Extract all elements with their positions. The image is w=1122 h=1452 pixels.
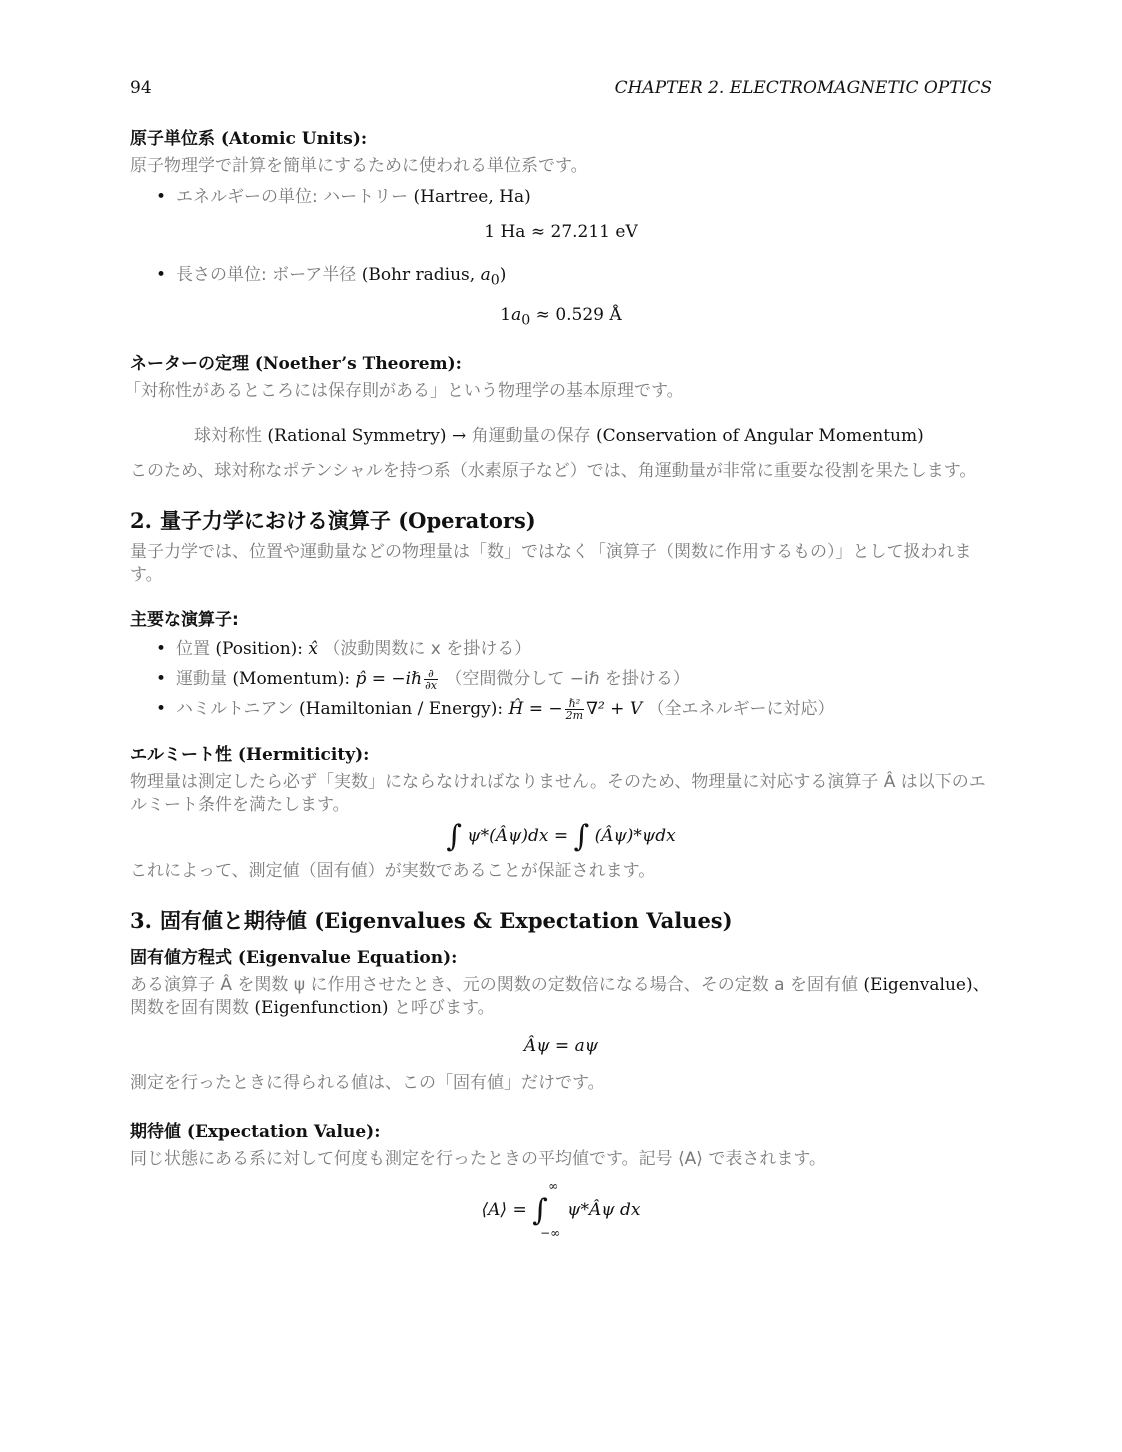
- integral-sign: ∫: [573, 818, 590, 854]
- noether-conclusion: このため、球対称なポテンシャルを持つ系（水素原子など）では、角運動量が非常に重要な役割を果たします。: [130, 460, 977, 481]
- hermiticity-conclusion: これによって、測定値（固有値）が実数であることが保証されます。: [130, 860, 656, 881]
- eigen-equation: Âψ = aψ: [523, 1035, 599, 1056]
- list-item: • エネルギーの単位: ハートリー (Hartree, Ha): [154, 184, 992, 210]
- expectation-text: 同じ状態にある系に対して何度も測定を行ったときの平均値です。記号 ⟨A⟩ で表されます。: [130, 1148, 826, 1169]
- hermiticity-heading: エルミート性 (Hermiticity):: [130, 744, 370, 765]
- chapter-title: CHAPTER 2. ELECTROMAGNETIC OPTICS: [614, 78, 992, 98]
- noether-statement: 球対称性 (Rational Symmetry) → 角運動量の保存 (Conservation of Angular Momentum): [194, 425, 924, 446]
- main-operators-heading: 主要な演算子:: [130, 609, 239, 630]
- hermiticity-text: 物理量は測定したら必ず「実数」にならなければなりません。そのため、物理量に対応する演算子 Â は以下のエルミート条件を満たします。: [130, 771, 986, 815]
- list-item: • 長さの単位: ボーア半径 (Bohr radius, $a_0$): [154, 262, 992, 293]
- page-header: [130, 78, 992, 104]
- integral-sign: ∫: [446, 818, 462, 854]
- list-item: • 位置 (Position): x̂ （波動関数に x を掛ける）: [154, 636, 992, 662]
- document-page: [124, 78, 992, 1240]
- noether-intro: 「対称性があるところには保存則がある」という物理学の基本原理です。: [124, 380, 684, 401]
- eigen-text: ある演算子 Â を関数 ψ に作用させたとき、元の関数の定数倍になる場合、その定数 a を固有値 (Eigenvalue)、 関数を固有関数 (Eigenfunction) と呼びます。: [130, 974, 990, 1018]
- atomic-units-heading: 原子単位系 (Atomic Units):: [130, 129, 368, 149]
- atomic-units-list: [130, 184, 992, 210]
- eigen-conclusion: 測定を行ったときに得られる値は、この「固有値」だけです。: [130, 1072, 605, 1093]
- eigen-equation-heading: 固有値方程式 (Eigenvalue Equation):: [130, 947, 458, 968]
- page-number: 94: [130, 78, 152, 98]
- section-2-title: 2. 量子力学における演算子 (Operators): [130, 507, 536, 533]
- list-item: • ハミルトニアン (Hamiltonian / Energy): Ĥ = − $\frac{\text{ℏ²}}{2m}$ ∇² + V （全エネルギーに対応）: [154, 696, 992, 722]
- expectation-heading: 期待値 (Expectation Value):: [130, 1121, 381, 1142]
- section-3-title: 3. 固有値と期待値 (Eigenvalues & Expectation Values): [130, 907, 733, 933]
- noether-heading: ネーターの定理 (Noether’s Theorem):: [130, 353, 462, 374]
- list-item: • 運動量 (Momentum): p̂ = −iℏ $\frac{\partial}{\partial x}$ （空間微分して −iℏ を掛ける）: [154, 666, 992, 692]
- expectation-equation: ⟨A⟩ = ∫ ∞ −∞ ψ*Âψ dx: [481, 1178, 641, 1240]
- operators-list: [130, 636, 992, 722]
- atomic-units-list-2: [130, 262, 992, 293]
- bohr-equation: $1a_0 \approx 0.529$ Å: [500, 305, 622, 329]
- section-2-intro: 量子力学では、位置や運動量などの物理量は「数」ではなく「演算子（関数に作用するもの）」として扱われます。: [130, 541, 972, 585]
- integral-sign: ∫: [532, 1192, 548, 1228]
- hartree-equation: 1 Ha ≈ 27.211 eV: [484, 222, 638, 242]
- atomic-units-intro: 原子物理学で計算を簡単にするために使われる単位系です。: [130, 156, 588, 176]
- hermiticity-equation: ∫ ψ*(Âψ)dx = ∫ (Âψ)*ψdx: [446, 818, 676, 854]
